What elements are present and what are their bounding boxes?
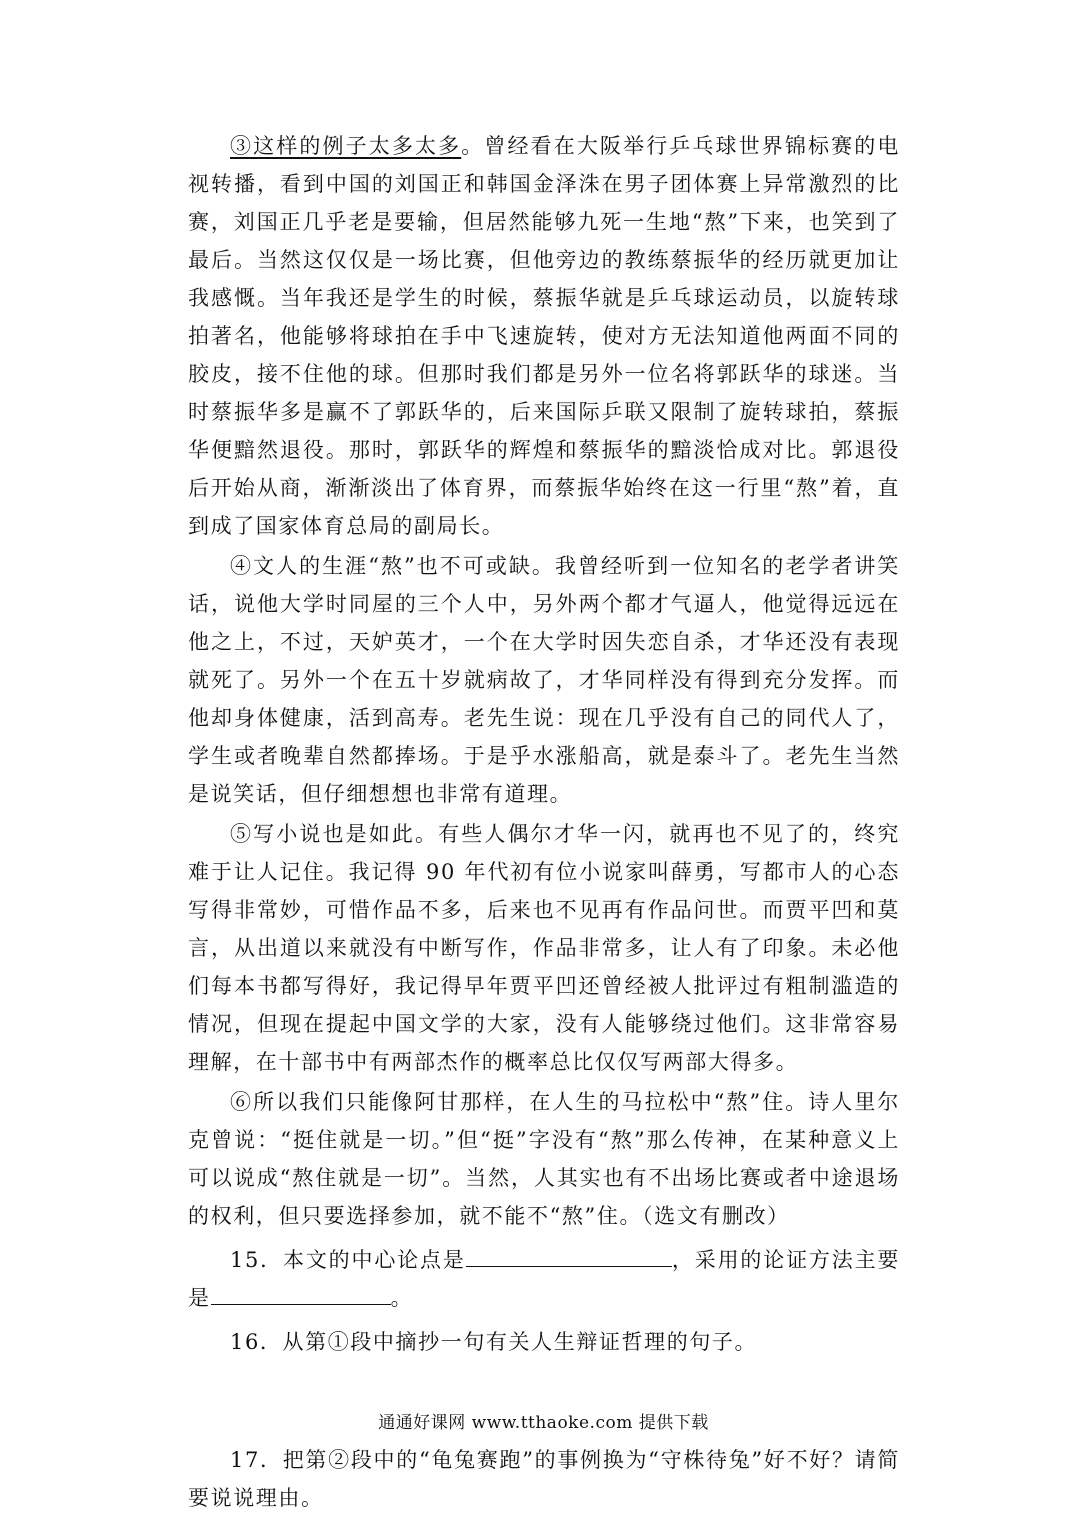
question-15-text-a: 15．本文的中心论点是	[230, 1248, 466, 1272]
answer-blank-thesis[interactable]	[466, 1246, 672, 1267]
underlined-sentence: ③这样的例子太多太多	[230, 134, 462, 158]
question-15	[188, 1241, 900, 1317]
answer-blank-method[interactable]	[211, 1284, 391, 1305]
article-body	[188, 127, 900, 1517]
paragraph-3-text: 。曾经看在大阪举行乒乓球世界锦标赛的电视转播，看到中国的刘国正和韩国金泽洙在男子团体赛上异常激烈的比赛，刘国正几乎老是要输，但居然能够九死一生地“熬”下来，也笑到了最后。当然这仅仅是一场比赛，但他旁边的教练蔡振华的经历就更加让我感慨。当年我还是学生的时候，蔡振华就是乒乓球运动员，以旋转球拍著名，他能够将球拍在手中飞速旋转，使对方无法知道他两面不同的胶皮，接不住他的球。但那时我们都是另外一位名将郭跃华的球迷。当时蔡振华多是赢不了郭跃华的，后来国际乒联又限制了旋转球拍，蔡振华便黯然退役。那时，郭跃华的辉煌和蔡振华的黯淡恰成对比。郭退役后开始从商，渐渐淡出了体育界，而蔡振华始终在这一行里“熬”着，直到成了国家体育总局的副局长。	[188, 134, 900, 538]
page-footer: 通通好课网 www.tthaoke.com 提供下载	[378, 1413, 709, 1433]
question-17: 17．把第②段中的“龟兔赛跑”的事例换为“守株待兔”好不好？请简要说说理由。	[188, 1448, 900, 1510]
paragraph-4: ④文人的生涯“熬”也不可或缺。我曾经听到一位知名的老学者讲笑话，说他大学时同屋的三个人中，另外两个都才气逼人，他觉得远远在他之上，不过，天妒英才，一个在大学时因失恋自杀，才华还没有表现就死了。另外一个在五十岁就病故了，才华同样没有得到充分发挥。而他却身体健康，活到高寿。老先生说：现在几乎没有自己的同代人了，学生或者晚辈自然都捧场。于是乎水涨船高，就是泰斗了。老先生当然是说笑话，但仔细想想也非常有道理。	[188, 554, 900, 806]
paragraph-5: ⑤写小说也是如此。有些人偶尔才华一闪，就再也不见了的，终究难于让人记住。我记得 90 年代初有位小说家叫薛勇，写都市人的心态写得非常妙，可惜作品不多，后来也不见再有作品问世。而贾平凹和莫言，从出道以来就没有中断写作，作品非常多，让人有了印象。未必他们每本书都写得好，我记得早年贾平凹还曾经被人批评过有粗制滥造的情况，但现在提起中国文学的大家，没有人能够绕过他们。这非常容易理解，在十部书中有两部杰作的概率总比仅仅写两部大得多。	[188, 822, 900, 1074]
paragraph-3	[188, 127, 900, 545]
question-15-text-b: ，采用的论证方法主要是	[188, 1248, 901, 1310]
question-15-text-end: 。	[390, 1286, 414, 1310]
question-16: 16．从第①段中摘抄一句有关人生辩证哲理的句子。	[230, 1330, 758, 1354]
paragraph-6: ⑥所以我们只能像阿甘那样，在人生的马拉松中“熬”住。诗人里尔克曾说：“挺住就是一切。”但“挺”字没有“熬”那么传神，在某种意义上可以说成“熬住就是一切”。当然，人其实也有不出场比赛或者中途退场的权利，但只要选择参加，就不能不“熬”住。（选文有删改）	[188, 1090, 900, 1228]
